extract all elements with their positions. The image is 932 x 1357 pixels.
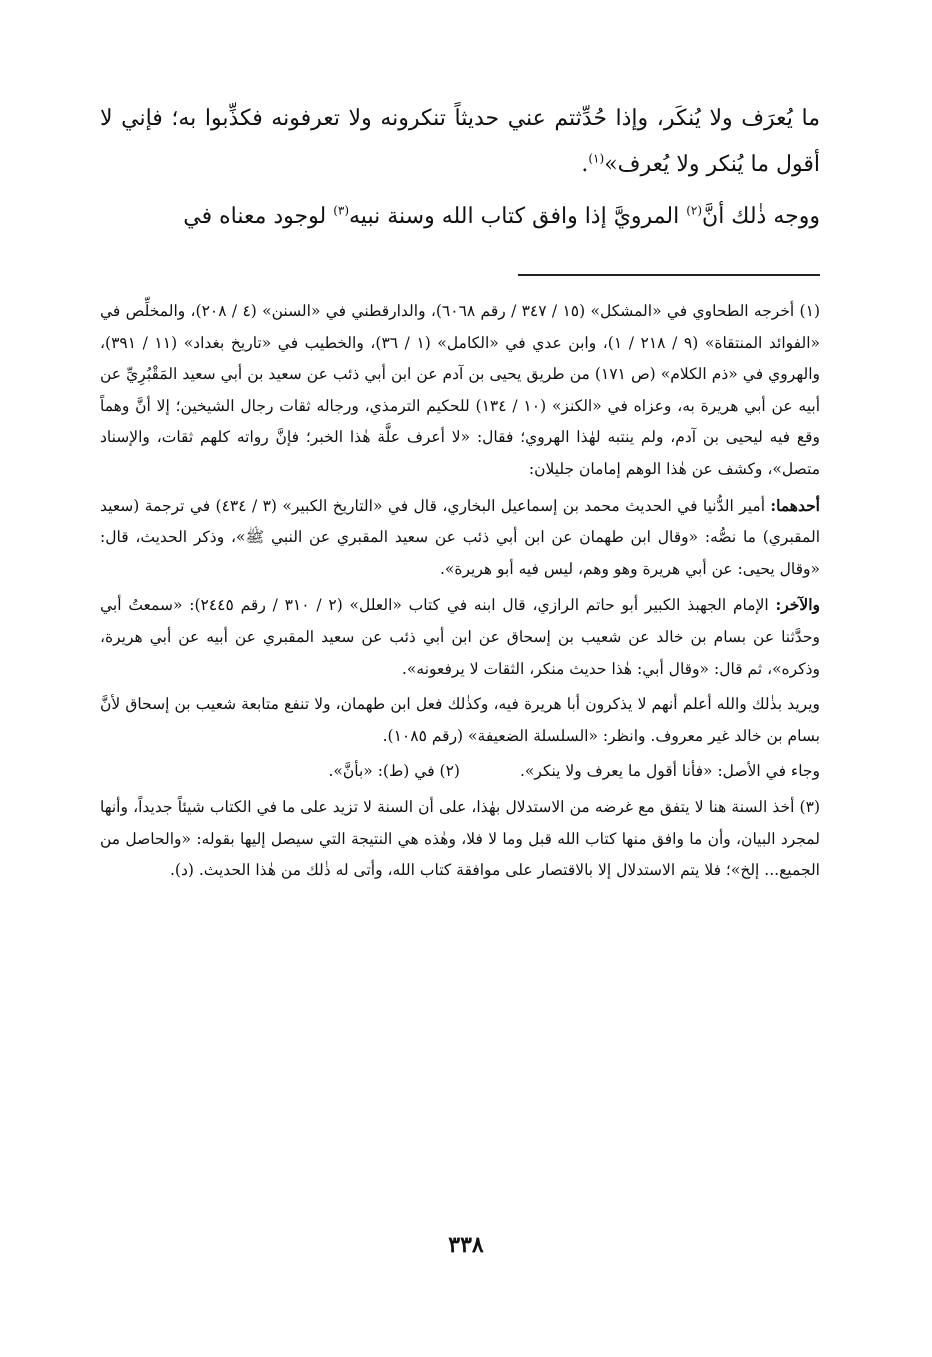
footnote-2: (٢) في (ط): «بأنَّ». [328, 762, 460, 781]
main-paragraph-1: ما يُعرَف ولا يُنكَر، وإذا حُدِّثتم عني حديثاً تنكرونه ولا تعرفونه فكذِّبوا به؛ فإني لا أقول ما يُنكر ولا يُعرف»$^{(١)}$. [100, 106, 820, 177]
main-text [100, 96, 820, 246]
footnote-1-origin-note: وجاء في الأصل: «فأنا أقول ما يعرف ولا ينكر». [519, 762, 820, 781]
footnote-row [100, 756, 820, 788]
footnote-separator [518, 274, 820, 276]
footnote-1-first: أحدهما: أمير الدُّنيا في الحديث محمد بن إسماعيل البخاري، قال في «التاريخ الكبير» (٣ / ٤٣٤) في ترجمة (سعيد المقبري) ما نصُّه: «وقال ابن طهمان عن ابن أبي ذئب عن سعيد المقبري عن النبي ﷺ»، وذكر الحديث، قال: «وقال يحيى: عن أبي هريرة وهو وهم، ليس فيه أبو هريرة». [100, 495, 820, 578]
footnote-1: (١) أخرجه الطحاوي في «المشكل» (١٥ / ٣٤٧ / رقم ٦٠٦٨)، والدارقطني في «السنن» (٤ / ٢٠٨)، والمخلِّص في «الفوائد المنتقاة» (٩ / ٢١٨ / ١)، وابن عدي في «الكامل» (١ / ٣٦)، والخطيب في «تاريخ بغداد» (١١ / ٣٩١)، والهروي في «ذم الكلام» (ص ١٧١) من طريق يحيى بن آدم عن ابن أبي ذئب عن سعيد بن أبي سعيد المَقْبُرِيِّ عن أبيه عن أبي هريرة به، وعزاه في «الكنز» (١٠ / ١٣٤) للحكيم الترمذي، ورجاله ثقات رجال الشيخين؛ إلا أنَّ وهماً وقع فيه ليحيى بن آدم، ولم ينتبه لهٰذا الهروي؛ فقال: «لا أعرف علَّة هٰذا الخبر؛ فإنَّ رواته كلهم ثقات، والإسناد متصل»، وكشف عن هٰذا الوهم إمامان جليلان: [100, 302, 821, 478]
footnote-1-closing: ويريد بذٰلك والله أعلم أنهم لا يذكرون أبا هريرة فيه، وكذٰلك فعل ابن طهمان، ولا تنفع متابعة شعيب بن إسحاق لأنَّ بسام بن خالد غير معروف. وانظر: «السلسلة الضعيفة» (رقم ١٠٨٥). [100, 695, 820, 745]
footnotes [100, 296, 820, 891]
footnote-ref-2: (٢) [686, 203, 703, 218]
footnote-ref-1: (١) [588, 151, 605, 166]
footnote-1-second: والآخر: الإمام الجهبذ الكبير أبو حاتم الرازي، قال ابنه في كتاب «العلل» (٢ / ٣١٠ / رقم ٢٤٤٥): «سمعتُ أبي وحدَّثنا عن بسام بن خالد عن شعيب بن إسحاق عن ابن أبي ذئب عن سعيد المقبري عن أبيه عن أبي هريرة، وذكره»، ثم قال: «وقال أبي: هٰذا حديث منكر، الثقات لا يرفعونه». [100, 595, 821, 678]
footnote-ref-3: (٣) [333, 203, 350, 218]
footnote-3: (٣) أخذ السنة هنا لا يتفق مع غرضه من الاستدلال بهٰذا، على أن السنة لا تزيد على ما في الكتاب شيئاً جديداً، وأنها لمجرد البيان، وأن ما وافق منها كتاب الله قبل وما لا فلا، وهٰذه هي النتيجة التي سيصل إليها بقوله: «والحاصل من الجميع... إلخ»؛ فلا يتم الاستدلال إلا بالاقتصار على موافقة كتاب الله، وأتى له ذٰلك من هٰذا الحديث. (د). [100, 797, 820, 880]
main-paragraph-2: ووجه ذٰلك أنَّ$^{(٢)}$ المرويَّ إذا وافق كتاب الله وسنة نبيه$^{(٣)}$ لوجود معناه في [183, 203, 820, 229]
page-number: ٣٣٨ [448, 1232, 484, 1258]
